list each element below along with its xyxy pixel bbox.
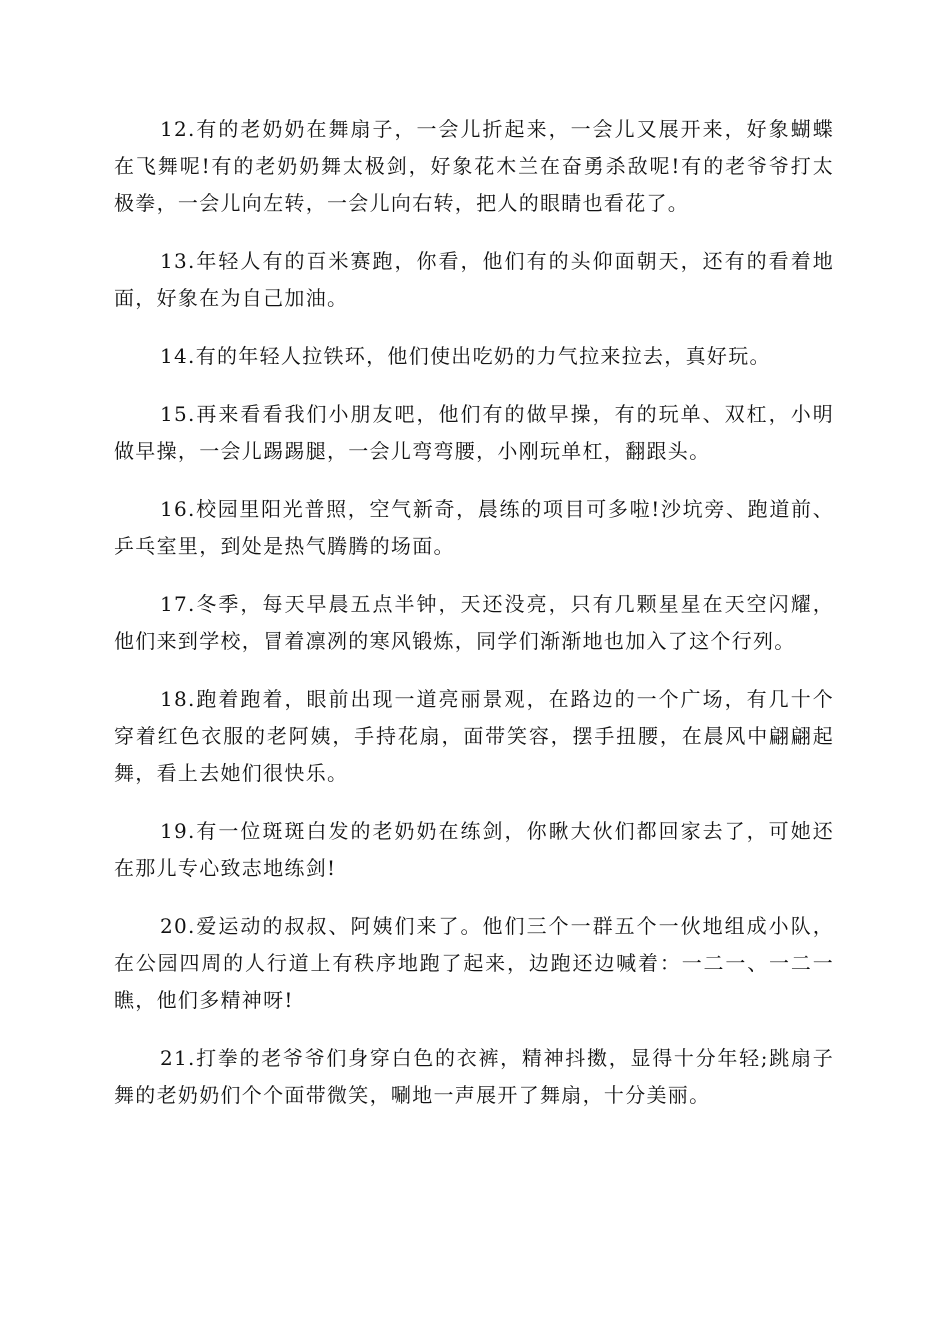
paragraph-21: 21.打拳的老爷爷们身穿白色的衣裤，精神抖擞，显得十分年轻;跳扇子舞的老奶奶们个个面带微笑，唰地一声展开了舞扇，十分美丽。 [114,1046,834,1107]
paragraph-20: 20.爱运动的叔叔、阿姨们来了。他们三个一群五个一伙地组成小队，在公园四周的人行道上有秩序地跑了起来，边跑还边喊着：一二一、一二一瞧，他们多精神呀! [114,914,834,1012]
paragraph-19: 19.有一位斑斑白发的老奶奶在练剑，你瞅大伙们都回家去了，可她还在那儿专心致志地练剑! [114,819,834,880]
paragraph-13: 13.年轻人有的百米赛跑，你看，他们有的头仰面朝天，还有的看着地面，好象在为自己加油。 [114,249,834,310]
paragraph-15: 15.再来看看我们小朋友吧，他们有的做早操，有的玩单、双杠，小明做早操，一会儿踢踢腿，一会儿弯弯腰，小刚玩单杠，翻跟头。 [114,402,834,463]
paragraph-18: 18.跑着跑着，眼前出现一道亮丽景观，在路边的一个广场，有几十个穿着红色衣服的老阿姨，手持花扇，面带笑容，摆手扭腰，在晨风中翩翩起舞，看上去她们很快乐。 [114,687,834,785]
document-body [114,111,834,1135]
paragraph-16: 16.校园里阳光普照，空气新奇，晨练的项目可多啦!沙坑旁、跑道前、乒乓室里，到处是热气腾腾的场面。 [114,497,834,558]
paragraph-12: 12.有的老奶奶在舞扇子，一会儿折起来，一会儿又展开来，好象蝴蝶在飞舞呢!有的老奶奶舞太极剑，好象花木兰在奋勇杀敌呢!有的老爷爷打太极拳，一会儿向左转，一会儿向右转，把人的眼睛也看花了。 [114,117,834,215]
paragraph-14: 14.有的年轻人拉铁环，他们使出吃奶的力气拉来拉去，真好玩。 [160,344,771,368]
paragraph-17: 17.冬季，每天早晨五点半钟，天还没亮，只有几颗星星在天空闪耀，他们来到学校，冒着凛冽的寒风锻炼，同学们渐渐地也加入了这个行列。 [114,592,834,653]
